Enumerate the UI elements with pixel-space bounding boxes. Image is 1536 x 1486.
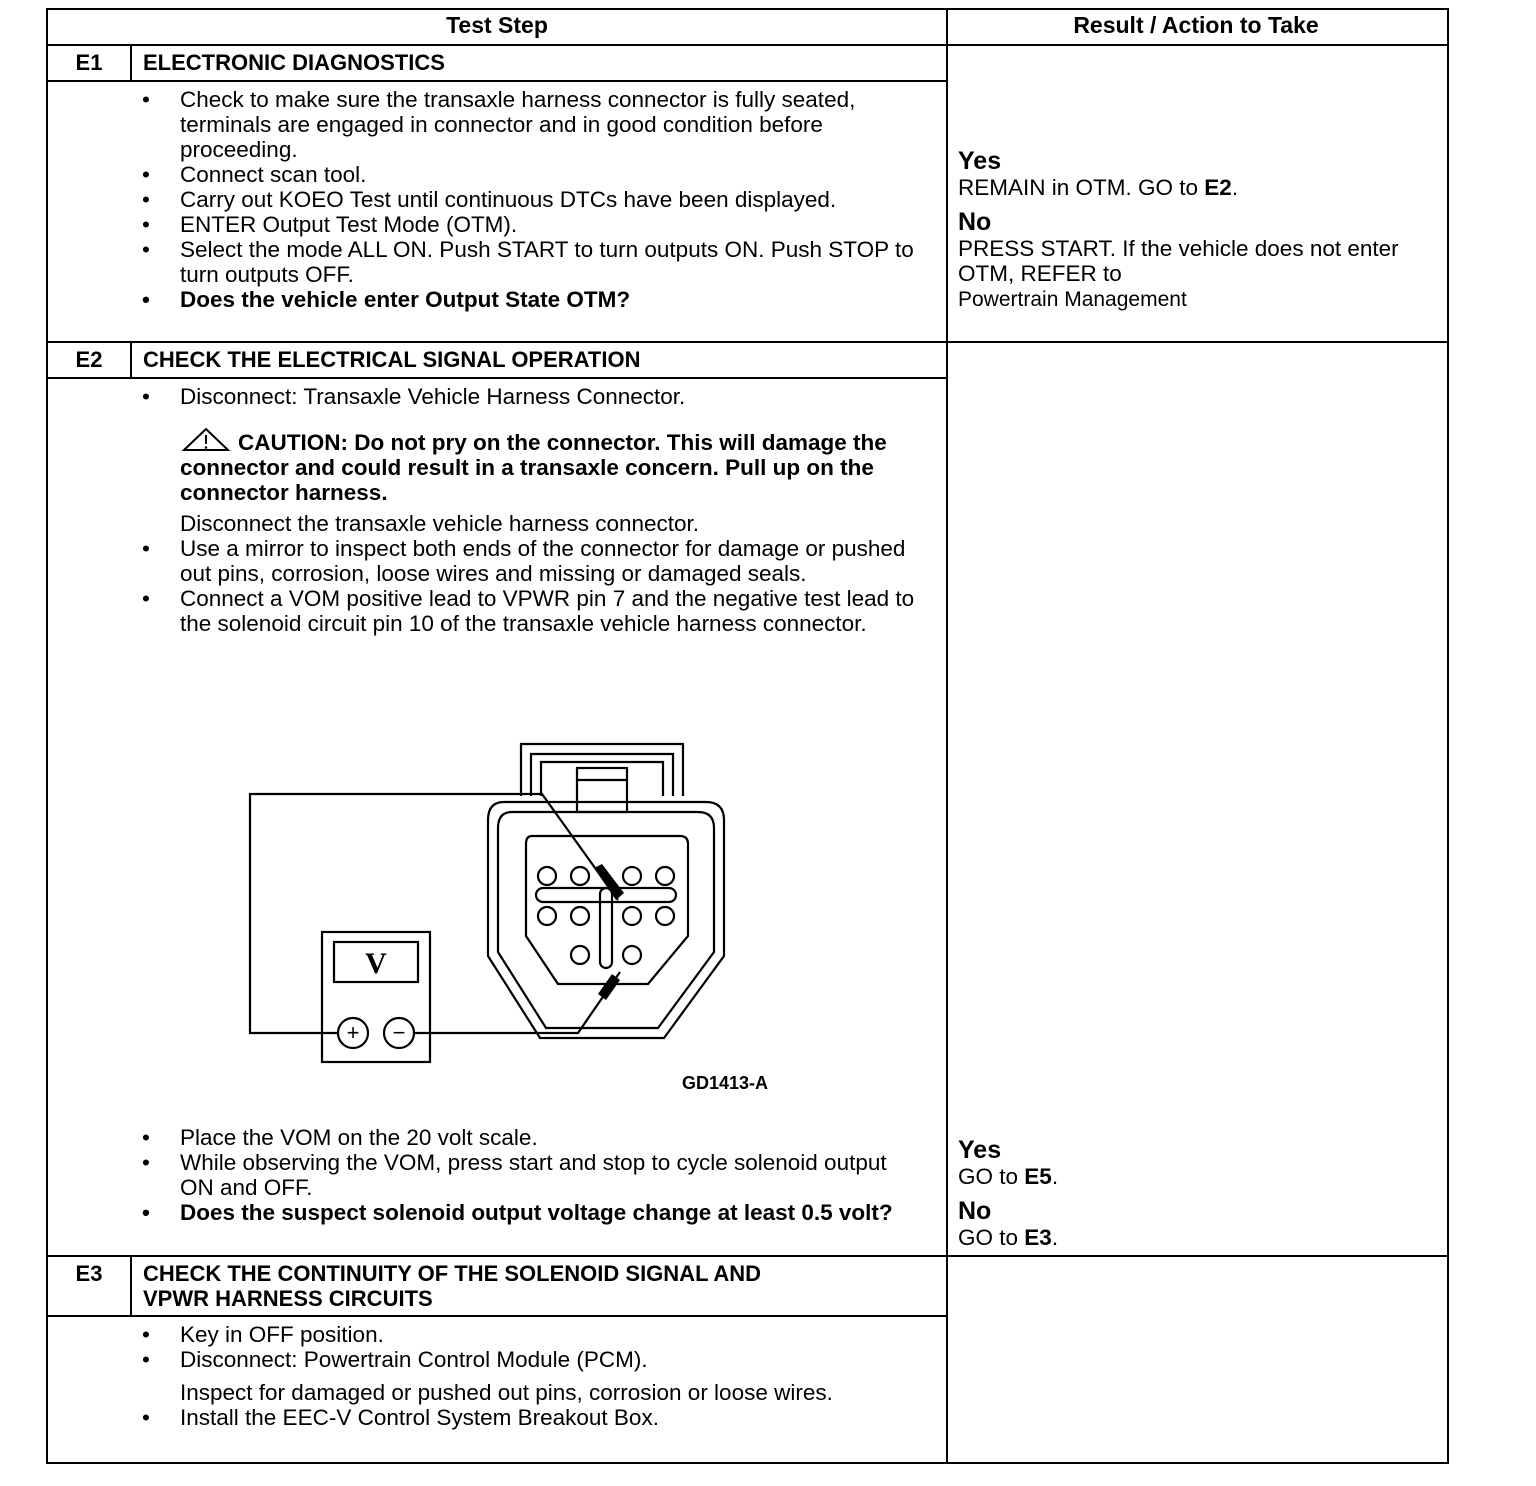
e1-end-rule: [46, 341, 1449, 343]
e3-id-divider: [130, 1255, 132, 1316]
e1-result: [958, 147, 1428, 314]
list-item: • Carry out KOEO Test until continuous DTCs have been displayed.: [140, 187, 920, 212]
e2-title-rule: [46, 377, 948, 379]
e1-title-rule: [46, 80, 948, 82]
figure-id: GD1413-A: [682, 1073, 769, 1093]
e3-step-list: [140, 1322, 920, 1430]
result-no-label: No: [958, 1197, 992, 1225]
e1-id-divider: [130, 44, 132, 81]
list-item-question: • Does the vehicle enter Output State OTM?: [140, 287, 920, 312]
warning-triangle-icon: [180, 427, 232, 453]
list-item: • Install the EEC-V Control System Breakout Box.: [140, 1405, 920, 1430]
minus-terminal-label: −: [392, 1020, 406, 1045]
list-item: • Select the mode ALL ON. Push START to turn outputs ON. Push STOP to turn outputs OFF.: [140, 237, 920, 287]
e2-result: [958, 1136, 1428, 1250]
e3-title-rule: [46, 1315, 948, 1317]
list-item: • While observing the VOM, press start and stop to cycle solenoid output ON and OFF.: [140, 1150, 920, 1200]
e1-step-list: [140, 87, 920, 312]
step-id-e3: E3: [75, 1261, 103, 1286]
list-item: • Connect a VOM positive lead to VPWR pin 7 and the negative test lead to the solenoid circuit pin 10 of the transaxle vehicle harness connector.: [140, 586, 920, 636]
list-item: • Connect scan tool.: [140, 162, 920, 187]
voltmeter-display-label: V: [365, 947, 387, 980]
e2-step-list-after: [140, 1125, 920, 1225]
result-yes-label: Yes: [958, 147, 1002, 175]
step-id-e1: E1: [75, 50, 103, 75]
step-id-e2: E2: [75, 347, 103, 372]
step-title-e3-line1: CHECK THE CONTINUITY OF THE SOLENOID SIGNAL AND: [143, 1261, 762, 1286]
list-item: • Disconnect: Transaxle Vehicle Harness Connector.: [140, 384, 920, 409]
step-title-e1: ELECTRONIC DIAGNOSTICS: [143, 50, 445, 75]
result-no-reference: Powertrain Management: [958, 288, 1187, 311]
list-item: • Check to make sure the transaxle harness connector is fully seated, terminals are engaged in connector and in good condition before proceeding.: [140, 87, 920, 162]
result-no-text: PRESS START. If the vehicle does not enter OTM, REFER to: [958, 236, 1399, 286]
result-yes-text: REMAIN in OTM. GO to E2.: [958, 175, 1239, 200]
list-item-question: • Does the suspect solenoid output voltage change at least 0.5 volt?: [140, 1200, 920, 1225]
step-title-e3: [143, 1261, 761, 1311]
list-item: • Key in OFF position.: [140, 1322, 920, 1347]
step-title-e3-line2: VPWR HARNESS CIRCUITS: [143, 1286, 433, 1311]
e2-end-rule: [46, 1255, 1449, 1257]
plus-terminal-label: +: [346, 1020, 360, 1045]
list-item: • ENTER Output Test Mode (OTM).: [140, 212, 920, 237]
list-item: Disconnect the transaxle vehicle harness connector.: [180, 511, 700, 536]
result-yes-text: GO to E5.: [958, 1164, 1059, 1189]
step-title-e2: CHECK THE ELECTRICAL SIGNAL OPERATION: [143, 347, 641, 372]
result-no-text: GO to E3.: [958, 1225, 1059, 1250]
result-no-label: No: [958, 208, 992, 236]
e2-id-divider: [130, 341, 132, 378]
header-rule: [46, 44, 1449, 46]
column-divider: [946, 8, 948, 1464]
result-yes-label: Yes: [958, 1136, 1002, 1164]
list-item: Inspect for damaged or pushed out pins, corrosion or loose wires.: [180, 1380, 833, 1405]
connector-vom-diagram: [240, 738, 800, 1098]
header-result-action: Result / Action to Take: [1073, 12, 1319, 38]
list-item: • Use a mirror to inspect both ends of the connector for damage or pushed out pins, corrosion, loose wires and missing or damaged seals.: [140, 536, 920, 586]
list-item: • Place the VOM on the 20 volt scale.: [140, 1125, 920, 1150]
e2-step-list: [140, 384, 920, 636]
list-item: • Disconnect: Powertrain Control Module (PCM).: [140, 1347, 920, 1372]
caution-note: CAUTION: Do not pry on the connector. This will damage the connector and could result in a transaxle concern. Pull up on the connector harness.: [140, 427, 920, 505]
header-test-step: Test Step: [446, 12, 548, 38]
